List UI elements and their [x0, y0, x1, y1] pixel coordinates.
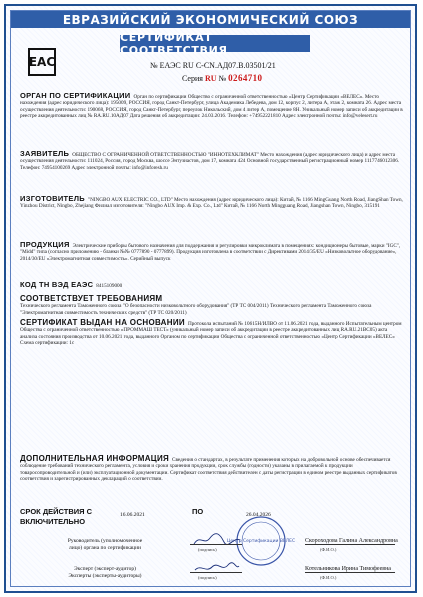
head-signature-scribble — [192, 532, 242, 548]
stamp-text: Центр Сертификации ВЕЛЕС — [226, 539, 296, 544]
basis-heading: СЕРТИФИКАТ ВЫДАН НА ОСНОВАНИИ — [20, 318, 185, 327]
registration-number: № ЕАЭС RU С-CN.АД07.В.03501/21 — [150, 61, 276, 70]
validity-date-from: 16.06.2021 — [120, 512, 145, 518]
code-section — [20, 282, 403, 289]
validity-from-label: СРОК ДЕЙСТВИЯ С — [20, 507, 93, 516]
organ-text: Орган по сертификации Общество с ограниченной ответственностью «Центр Сертификации «ВЕЛЕС». Место нахождения (адрес юридического лица): 195009, РОССИЯ, город Санкт-Петербург, улица Академика Лебедева, дом 12, корпус 2, литера А, этаж 2, комната 26. Адрес места осуществления деятельности: 190068, РОССИЯ, город Санкт-Петербург, переулок Никольский, дом 4 литер А, помещение 8Н. Уникальный номер записи об аккредитации в реестре аккредитованных лиц № RA.RU.10АД07 Дата решения об аккредитации: 24.03.2016. Телефон: +74952221810 Адрес электронной почты: info@velesert.ru — [20, 94, 403, 120]
head-label-line-1: Руководитель (уполномоченное — [67, 538, 143, 544]
expert-signature-row — [20, 564, 403, 586]
conformity-section — [20, 296, 403, 316]
expert-signature-scribble — [192, 560, 242, 576]
head-signature-line — [190, 544, 242, 545]
product-heading: ПРОДУКЦИЯ — [20, 240, 70, 249]
number-prefix: № — [218, 74, 227, 83]
additional-info-text: Сведения о стандартах, в результате применения которых на добровольной основе обеспечивается соблюдение требований технического регламента, условия и сроки хранения продукции, срок службы (годности) указаны в прилагаемой к продукции товаросопроводительной и (или) эксплуатационной документации. Сертификат соответствия действителен с даты регистрации в едином реестре выданных сертификатов соответствия и зарегистрированных деклараций о соответствии. — [20, 457, 397, 483]
expert-name-caption: (Ф.И.О.) — [320, 575, 337, 580]
blank-number: 0264710 — [228, 73, 263, 83]
conformity-heading: СООТВЕТСТВУЕТ ТРЕБОВАНИЯМ — [20, 294, 163, 303]
applicant-heading: ЗАЯВИТЕЛЬ — [20, 149, 70, 158]
head-label-line-2: лицо) органа по сертификации — [69, 544, 141, 551]
code-value: 8415109000 — [96, 283, 123, 289]
expert-signature-caption: (подпись) — [198, 575, 217, 580]
head-signature-label — [45, 538, 165, 551]
expert-signature-line — [190, 572, 242, 573]
manufacturer-section — [20, 196, 403, 210]
validity-block — [20, 507, 403, 527]
manufacturer-text: "NINGBO AUX ELECTRIC CO., LTD" Место нахождения (адрес юридического лица): Китай, № 1166 MingGuang North Road, JiangShan Town, Yinzhou District, Ningbo, Zhejiang Филиал изготовителя: "Ningbo AUX Imp. & Exp. Co., Ltd" Китай, № 1166 North Mingguang Road, Jiangshan Town, Ningbo, 315191 — [20, 197, 403, 210]
organ-section — [20, 93, 403, 120]
validity-separator: ПО — [192, 507, 204, 516]
basis-section — [20, 320, 403, 347]
series-value: RU — [204, 74, 217, 83]
product-section — [20, 242, 403, 262]
product-text: Электрические приборы бытового назначения для поддержания и регулировки микроклимата в помещениях: кондиционеры бытовые, марки "IGC", "Midd" типа (согласно приложению - бланки №№ 0777890 - 0777899). Продукция изготовлена в соответствии с Директивами 2014/35/EU «Низковольтное оборудование», 2014/30/EU «Электромагнитная совместимость». Серийный выпуск — [20, 243, 401, 262]
basis-text: Протокола испытаний № 10615Н/ИЛВО от 11.06.2021 года, выданного Испытательным центром Общества с ограниченной ответственностью «ПРОММАШ ТЕСТ» (уникальный номер записи об аккредитации в реестре аккредитованных лиц RA.RU.21ВС05) акта анализа состояния производства от 10.06.2021 года, выданного Органом по сертификации Общества с ограниченной ответственностью «Центр Сертификации «ВЕЛЕС» Схема сертификации: 1с — [20, 321, 402, 347]
organ-heading: ОРГАН ПО СЕРТИФИКАЦИИ — [20, 91, 131, 100]
code-heading: КОД ТН ВЭД ЕАЭС — [20, 280, 94, 289]
additional-info-section — [20, 456, 403, 483]
head-signature-row — [20, 536, 403, 558]
series-number-line — [182, 73, 262, 83]
expert-label-line-1: Эксперт (эксперт-аудитор) — [74, 566, 136, 572]
eac-logo: EAC — [28, 48, 56, 76]
head-signature-caption: (подпись) — [198, 547, 217, 552]
conformity-text: Технического регламента Таможенного союза "О безопасности низковольтного оборудования" (ТР ТС 004/2011) Технического регламента Таможенного союза "Электромагнитная совместимость технических средств" (ТР ТС 020/2011) — [20, 303, 372, 316]
expert-signature-label — [45, 566, 165, 579]
head-name-caption: (Ф.И.О.) — [320, 547, 337, 552]
expert-name-line — [305, 572, 395, 573]
head-name: Скороходова Галина Александровна — [305, 538, 398, 544]
applicant-section — [20, 151, 403, 171]
additional-info-heading: ДОПОЛНИТЕЛЬНАЯ ИНФОРМАЦИЯ — [20, 454, 170, 463]
expert-label-line-2: Эксперты (эксперты-аудиторы) — [68, 572, 142, 579]
validity-inclusive-label: ВКЛЮЧИТЕЛЬНО — [20, 517, 86, 526]
head-name-line — [305, 544, 395, 545]
applicant-text: ОБЩЕСТВО С ОГРАНИЧЕННОЙ ОТВЕТСТВЕННОСТЬЮ "ИННОТЕХКЛИМАТ" Место нахождения (адрес юридического лица) и адрес места осуществления деятельности: 111024, Россия, город Москва, шоссе Энтузиастов, дом 17, комната 424 Основной государственный регистрационный номер 1117746012306. Телефон: 74954100269 Адрес электронной почты: info@inforesh.ru — [20, 152, 400, 171]
union-title-banner: ЕВРАЗИЙСКИЙ ЭКОНОМИЧЕСКИЙ СОЮЗ — [11, 11, 410, 28]
certificate-title: СЕРТИФИКАТ СООТВЕТСТВИЯ — [120, 35, 310, 52]
manufacturer-heading: ИЗГОТОВИТЕЛЬ — [20, 194, 85, 203]
expert-name: Котельникова Ирина Тимофеевна — [305, 566, 391, 572]
series-label: Серия — [182, 74, 203, 83]
validity-date-to: 26.04.2026 — [246, 512, 271, 518]
